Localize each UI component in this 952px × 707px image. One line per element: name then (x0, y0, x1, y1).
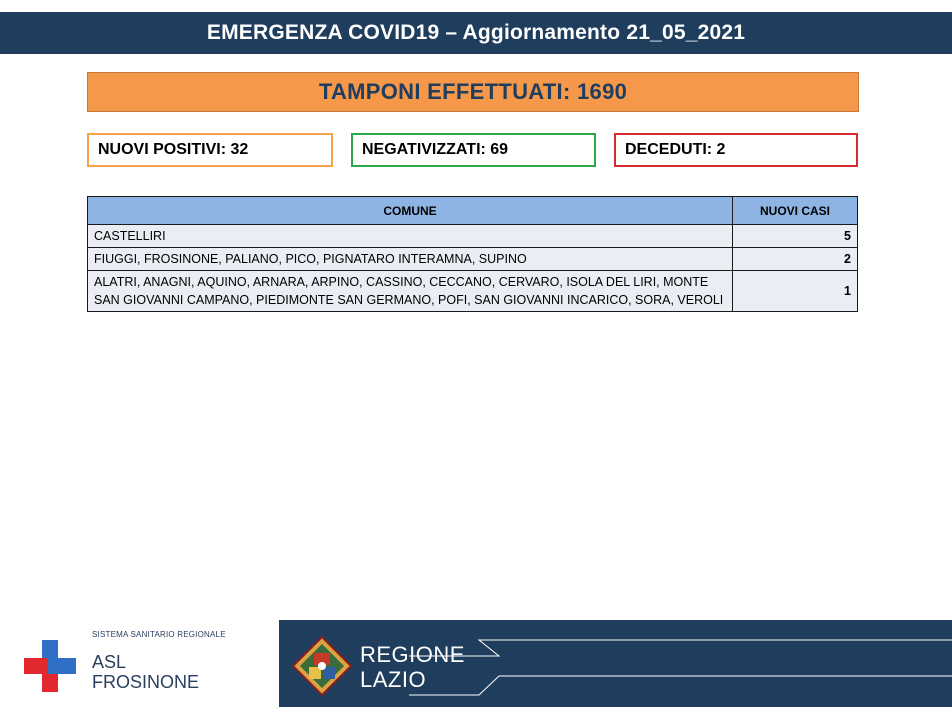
asl-name (92, 652, 199, 692)
header-nuovi-casi: NUOVI CASI (733, 197, 858, 225)
regione-line1: REGIONE (360, 642, 465, 667)
deceduti-label: DECEDUTI: 2 (625, 141, 726, 158)
header-comune: COMUNE (88, 197, 733, 225)
table-row (88, 225, 858, 248)
page-title: EMERGENZA COVID19 – Aggiornamento 21_05_2021 (206, 21, 746, 44)
cases-table (87, 196, 858, 312)
asl-system-label: SISTEMA SANITARIO REGIONALE (92, 630, 226, 639)
regione-lazio-name (360, 642, 465, 692)
regione-lazio-emblem-icon (292, 636, 352, 696)
page-title-bar (0, 12, 952, 54)
casi-cell: 5 (733, 225, 858, 248)
table-row (88, 271, 858, 312)
deceduti-box (614, 133, 858, 167)
nuovi-positivi-box (87, 133, 333, 167)
casi-cell: 2 (733, 248, 858, 271)
comune-cell: CASTELLIRI (88, 225, 733, 248)
asl-name-line1: ASL (92, 652, 127, 672)
comune-cell: FIUGGI, FROSINONE, PALIANO, PICO, PIGNATARO INTERAMNA, SUPINO (88, 248, 733, 271)
casi-cell: 1 (733, 271, 858, 312)
asl-cross-icon (24, 640, 76, 692)
asl-name-line2: FROSINONE (92, 672, 200, 692)
negativizzati-label: NEGATIVIZZATI: 69 (362, 141, 509, 158)
nuovi-positivi-label: NUOVI POSITIVI: 32 (98, 141, 249, 158)
table-row (88, 248, 858, 271)
table-header-row (88, 197, 858, 225)
negativizzati-box (351, 133, 596, 167)
regione-line2: LAZIO (360, 667, 427, 692)
comune-cell: ALATRI, ANAGNI, AQUINO, ARNARA, ARPINO, CASSINO, CECCANO, CERVARO, ISOLA DEL LIRI, MONTE SAN GIOVANNI CAMPANO, PIEDIMONTE SAN GERMANO, POFI, SAN GIOVANNI INCARICO, SORA, VEROLI (88, 271, 733, 312)
tamponi-banner (87, 72, 859, 112)
tamponi-label: TAMPONI EFFETTUATI: 1690 (318, 79, 628, 104)
